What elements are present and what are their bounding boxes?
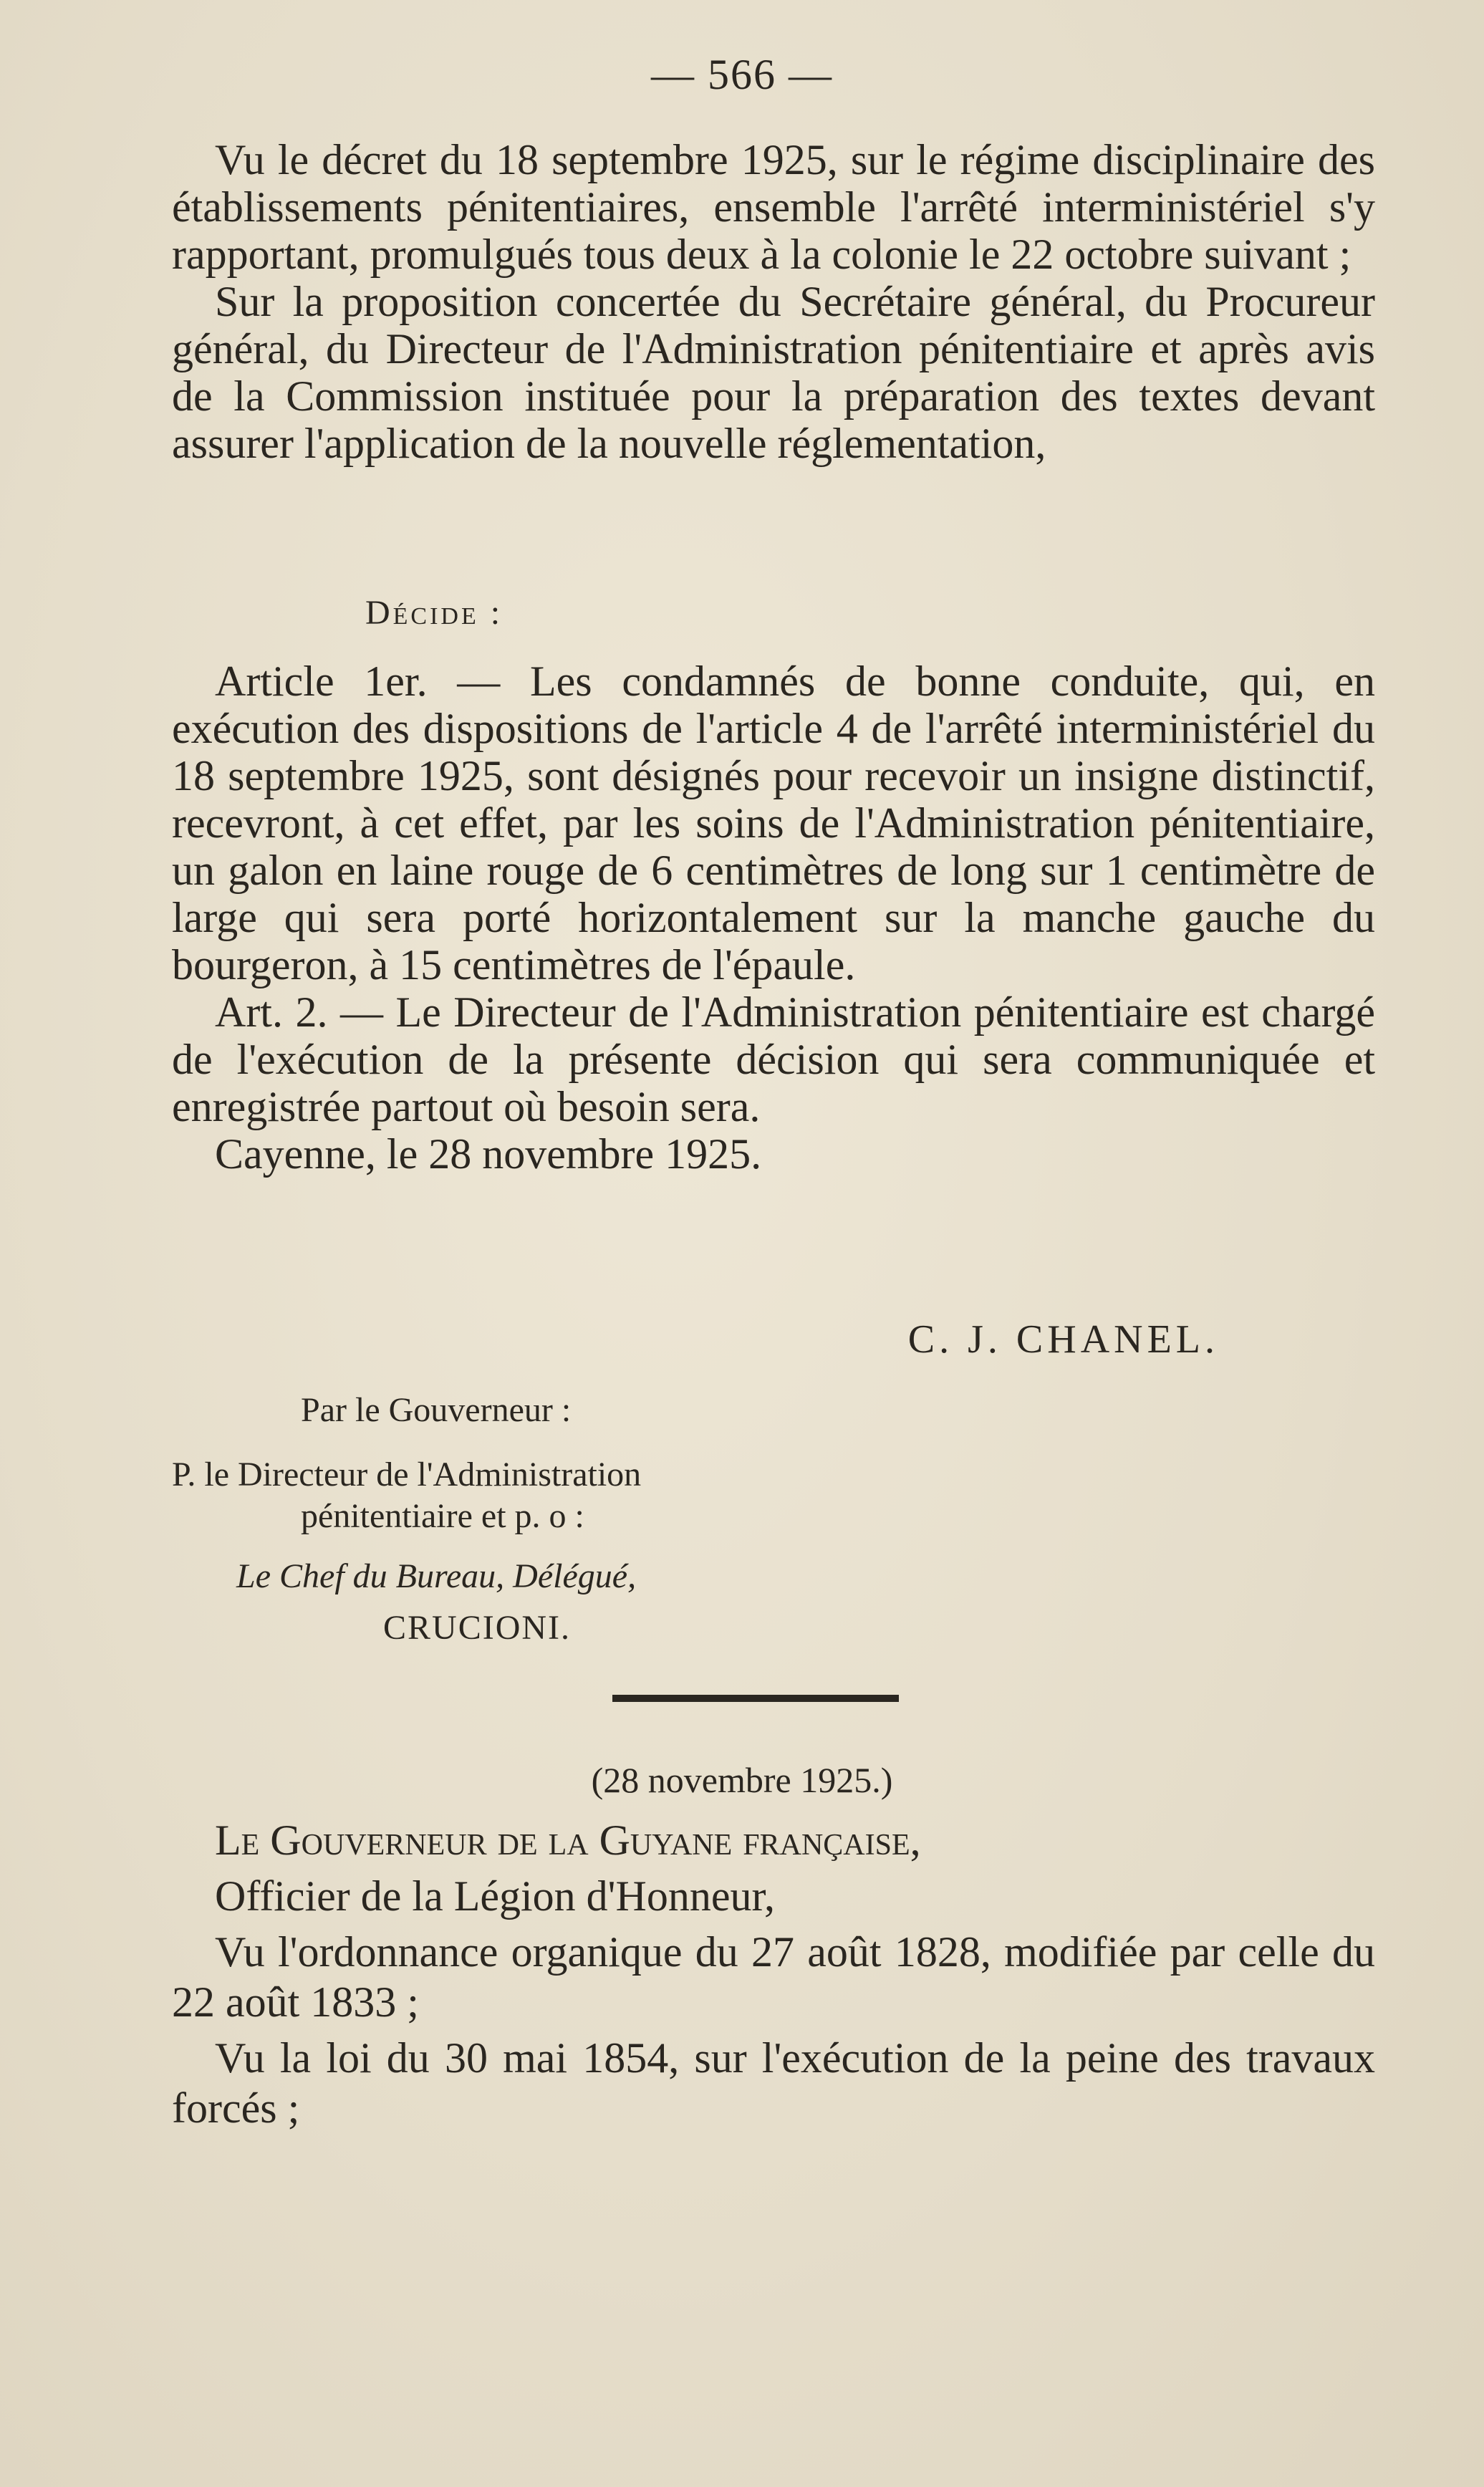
decret-paragraph: Vu le décret du 18 septembre 1925, sur le régime disciplinaire des établissements pénitentiaires, ensemble l'arrêté interministériel s'y rapportant, promulgués tous deux à la colonie le 22 octobre suivant ; (172, 136, 1375, 278)
delegue-name: CRUCIONI. (383, 1609, 572, 1647)
articles-block (172, 658, 1375, 1178)
officier-line: Officier de la Légion d'Honneur, (215, 1872, 776, 1920)
section-divider (612, 1695, 899, 1702)
article-2-paragraph: Art. 2. — Le Directeur de l'Administration pénitentiaire est chargé de l'exécution de la présente décision qui sera communiquée et enregistrée partout où besoin sera. (172, 988, 1375, 1130)
pour-directeur-line-2: pénitentiaire et p. o : (301, 1497, 584, 1535)
par-le-gouverneur: Par le Gouverneur : (301, 1391, 572, 1429)
preamble-block (172, 136, 1375, 467)
proposition-paragraph: Sur la proposition concertée du Secrétaire général, du Procureur général, du Directeur de l'Administration pénitentiaire et après avis de la Commission instituée pour la préparation des textes devant assurer l'application de la nouvelle réglementation, (172, 278, 1375, 467)
ordonnance-paragraph: Vu l'ordonnance organique du 27 août 1828, modifiée par celle du 22 août 1833 ; (172, 1928, 1375, 2026)
section-date: (28 novembre 1925.) (591, 1760, 893, 1800)
page-number: — 566 — (651, 51, 833, 98)
second-decree-block (172, 1815, 1375, 2139)
gouverneur-title: Le Gouverneur de la Guyane française, (215, 1817, 921, 1864)
article-1-paragraph: Article 1er. — Les condamnés de bonne conduite, qui, en exécution des dispositions de l'article 4 de l'arrêté interministériel du 18 septembre 1925, sont désignés pour recevoir un insigne distinctif, recevront, à cet effet, par les soins de l'Administration pénitentiaire, un galon en laine rouge de 6 centimètres de long sur 1 centimètre de large qui sera porté horizontalement sur la manche gauche du bourgeron, à 15 centimètres de l'épaule. (172, 658, 1375, 988)
signature: C. J. CHANEL. (907, 1317, 1219, 1362)
chef-bureau: Le Chef du Bureau, Délégué, (236, 1557, 637, 1595)
loi-paragraph: Vu la loi du 30 mai 1854, sur l'exécution de la peine des travaux forcés ; (172, 2034, 1375, 2132)
decide-heading: Décide : (365, 594, 504, 632)
pour-directeur-line-1: P. le Directeur de l'Administration (172, 1456, 642, 1493)
place-date: Cayenne, le 28 novembre 1925. (215, 1130, 762, 1178)
